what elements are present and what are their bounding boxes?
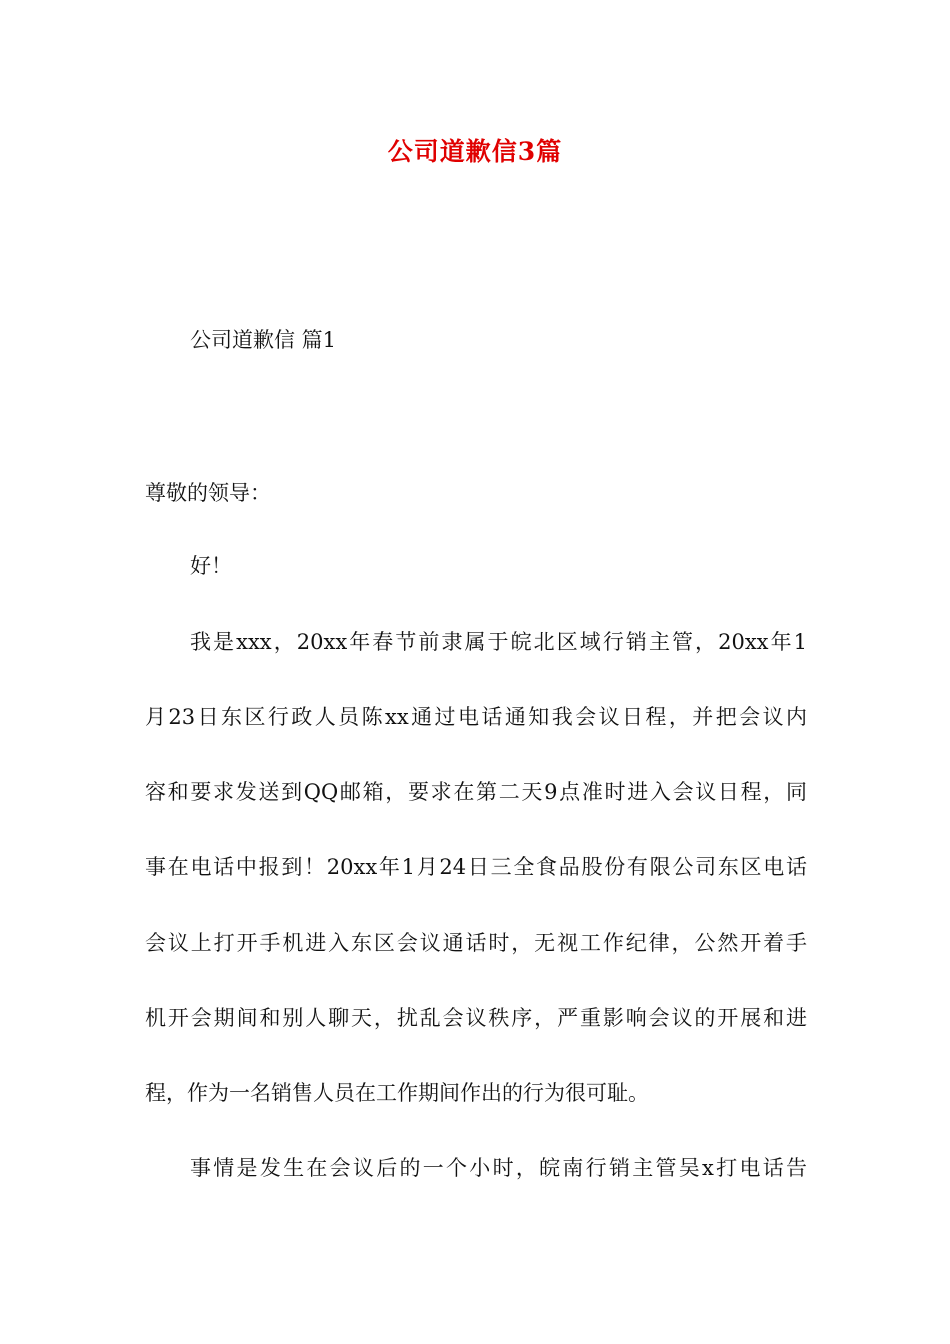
paragraph-line: 事在电话中报到！20xx年1月24日三全食品股份有限公司东区电话 xyxy=(145,855,807,879)
paragraph-line: 会议上打开手机进入东区会议通话时，无视工作纪律，公然开着手 xyxy=(145,931,807,955)
paragraph-line: 事情是发生在会议后的一个小时，皖南行销主管吴x打电话告 xyxy=(190,1156,807,1180)
greeting: 好！ xyxy=(190,554,232,578)
paragraph-line: 月23日东区行政人员陈xx通过电话通知我会议日程，并把会议内 xyxy=(145,705,807,729)
paragraph-line: 机开会期间和别人聊天，扰乱会议秩序，严重影响会议的开展和进 xyxy=(145,1006,807,1030)
salutation: 尊敬的领导： xyxy=(145,481,271,505)
paragraph-line: 程，作为一名销售人员在工作期间作出的行为很可耻。 xyxy=(145,1081,649,1105)
section-heading: 公司道歉信 篇1 xyxy=(190,328,337,352)
paragraph-line: 我是xxx，20xx年春节前隶属于皖北区域行销主管，20xx年1 xyxy=(190,630,807,654)
document-title: 公司道歉信3篇 xyxy=(387,137,563,166)
paragraph-line: 容和要求发送到QQ邮箱，要求在第二天9点准时进入会议日程，同 xyxy=(145,780,807,804)
